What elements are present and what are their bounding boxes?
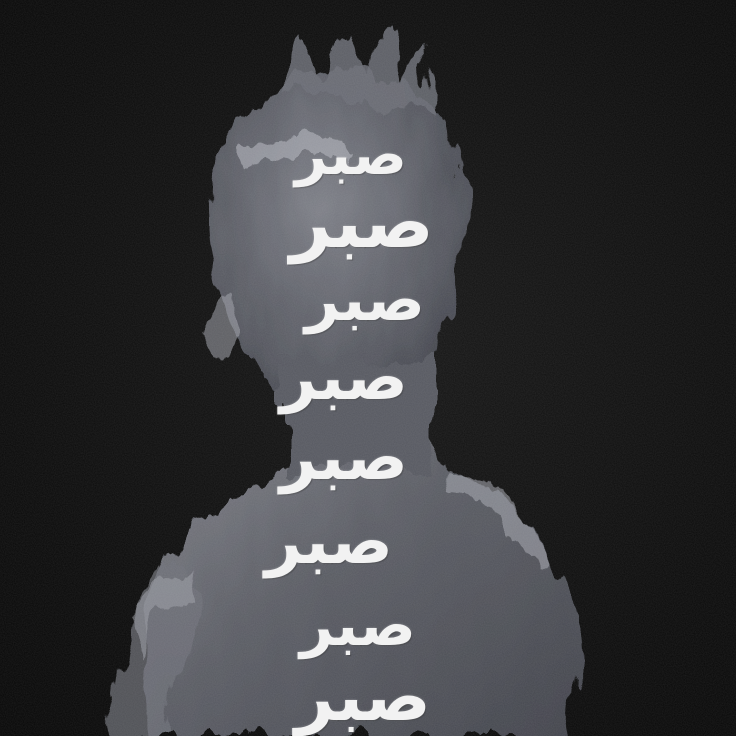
word-line-2: صبر	[290, 180, 434, 264]
word-line-5: صبر	[280, 421, 408, 495]
word-line-1: صبر	[295, 123, 407, 188]
word-line-6: صبر	[265, 505, 393, 579]
word-line-3: صبر	[305, 265, 425, 335]
word-line-8: صبر	[295, 658, 431, 736]
word-line-4: صبر	[280, 341, 408, 415]
word-line-7: صبر	[300, 591, 416, 659]
